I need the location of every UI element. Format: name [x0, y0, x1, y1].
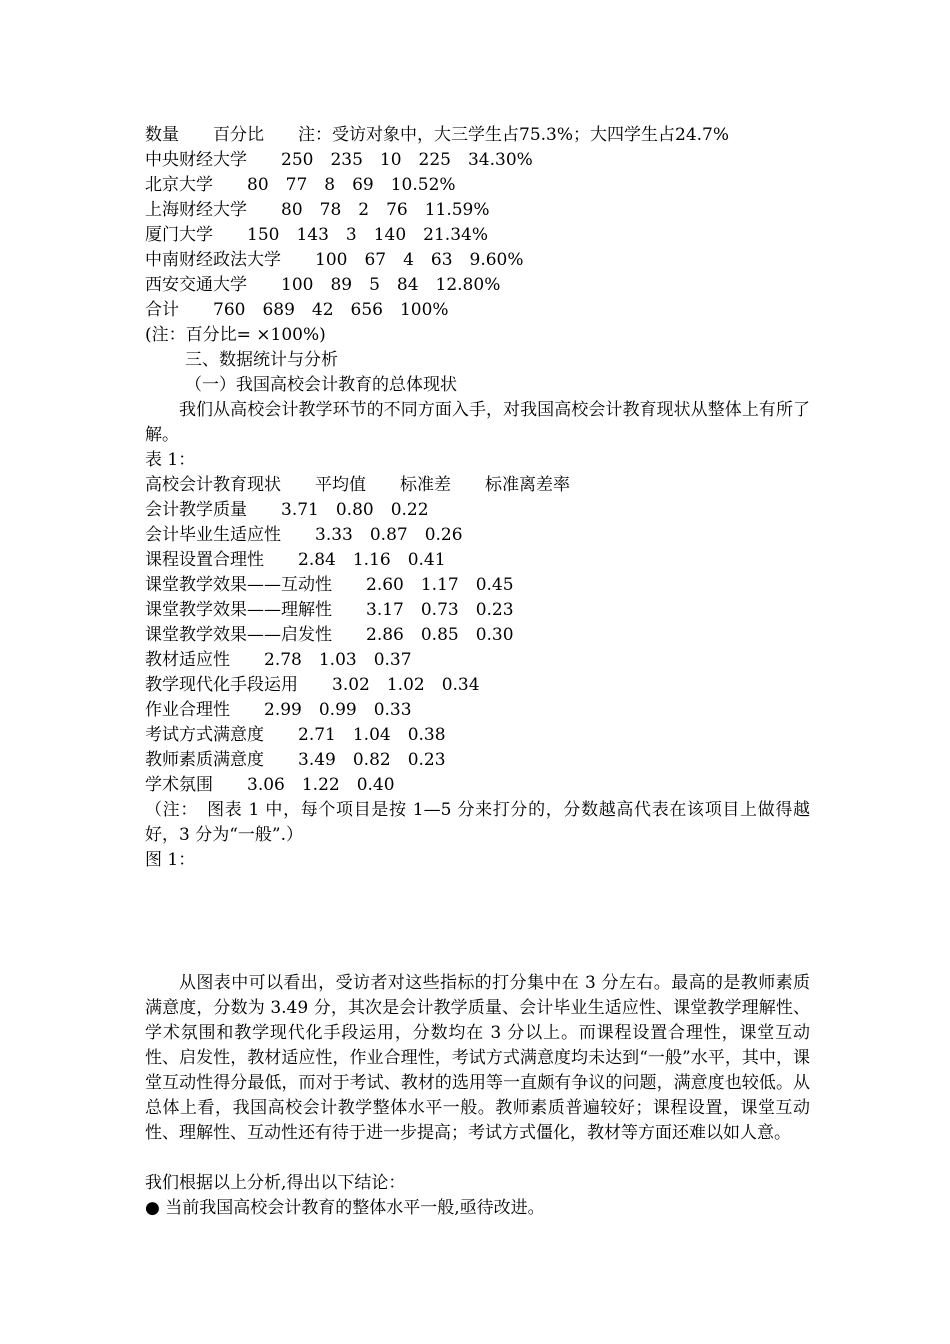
survey-row: 上海财经大学 80 78 2 76 11.59%	[145, 200, 490, 220]
conclusion-intro: 我们根据以上分析,得出以下结论：	[145, 1173, 406, 1193]
survey-row: 中央财经大学 250 235 10 225 34.30%	[145, 150, 533, 170]
section-heading: 三、数据统计与分析	[185, 350, 338, 370]
conclusion-bullet: ● 当前我国高校会计教育的整体水平一般,亟待改进。	[145, 1198, 545, 1218]
table1-row: 教学现代化手段运用 3.02 1.02 0.34	[145, 675, 480, 695]
analysis-paragraph: 从图表中可以看出，受访者对这些指标的打分集中在 3 分左右。最高的是教师素质满意度，分数为 3.49 分，其次是会计教学质量、会计毕业生适应性、课堂教学理解性、学术氛围和教学现代化手段运用，分数均在 3 分以上。而课程设置合理性，课堂互动性、启发性，教材适应性，作业合理性，考试方式满意度均未达到“一般”水平，其中，课堂互动性得分最低，而对于考试、教材的选用等一直颇有争议的问题，满意度也较低。从总体上看，我国高校会计教学整体水平一般。教师素质普遍较好；课程设置，课堂互动性、理解性、互动性还有待于进一步提高；考试方式僵化，教材等方面还难以如人意。	[145, 973, 810, 1143]
survey-row: 北京大学 80 77 8 69 10.52%	[145, 175, 456, 195]
survey-table-header: 数量 百分比 注：受访对象中，大三学生占75.3%；大四学生占24.7%	[145, 125, 730, 145]
table1-row: 会计毕业生适应性 3.33 0.87 0.26	[145, 525, 463, 545]
figure-label: 图 1：	[145, 850, 196, 870]
table1-row: 课堂教学效果——理解性 3.17 0.73 0.23	[145, 600, 514, 620]
table1-row: 考试方式满意度 2.71 1.04 0.38	[145, 725, 446, 745]
intro-paragraph: 我们从高校会计教学环节的不同方面入手，对我国高校会计教育现状从整体上有所了解。	[145, 400, 810, 445]
survey-row: 中南财经政法大学 100 67 4 63 9.60%	[145, 250, 524, 270]
survey-row: 厦门大学 150 143 3 140 21.34%	[145, 225, 488, 245]
table1-row: 课程设置合理性 2.84 1.16 0.41	[145, 550, 446, 570]
table1-label: 表 1：	[145, 450, 196, 470]
table1-header: 高校会计教育现状 平均值 标准差 标准离差率	[145, 475, 570, 495]
table1-note: （注： 图表 1 中，每个项目是按 1—5 分来打分的，分数越高代表在该项目上做得越好，3 分为“一般”.）	[145, 800, 810, 845]
table1-row: 课堂教学效果——启发性 2.86 0.85 0.30	[145, 625, 514, 645]
table1-row: 学术氛围 3.06 1.22 0.40	[145, 775, 395, 795]
table1-row: 课堂教学效果——互动性 2.60 1.17 0.45	[145, 575, 514, 595]
table1-row: 教师素质满意度 3.49 0.82 0.23	[145, 750, 446, 770]
table1-row: 会计教学质量 3.71 0.80 0.22	[145, 500, 429, 520]
figure-placeholder	[145, 873, 810, 971]
survey-table-note: (注：百分比= ×100%)	[145, 325, 326, 345]
subsection-heading: （一）我国高校会计教育的总体现状	[185, 375, 457, 395]
table1-row: 作业合理性 2.99 0.99 0.33	[145, 700, 412, 720]
spacer	[145, 1146, 810, 1171]
survey-row: 西安交通大学 100 89 5 84 12.80%	[145, 275, 501, 295]
survey-row: 合计 760 689 42 656 100%	[145, 300, 449, 320]
document-body	[145, 123, 810, 1221]
table1-row: 教材适应性 2.78 1.03 0.37	[145, 650, 412, 670]
